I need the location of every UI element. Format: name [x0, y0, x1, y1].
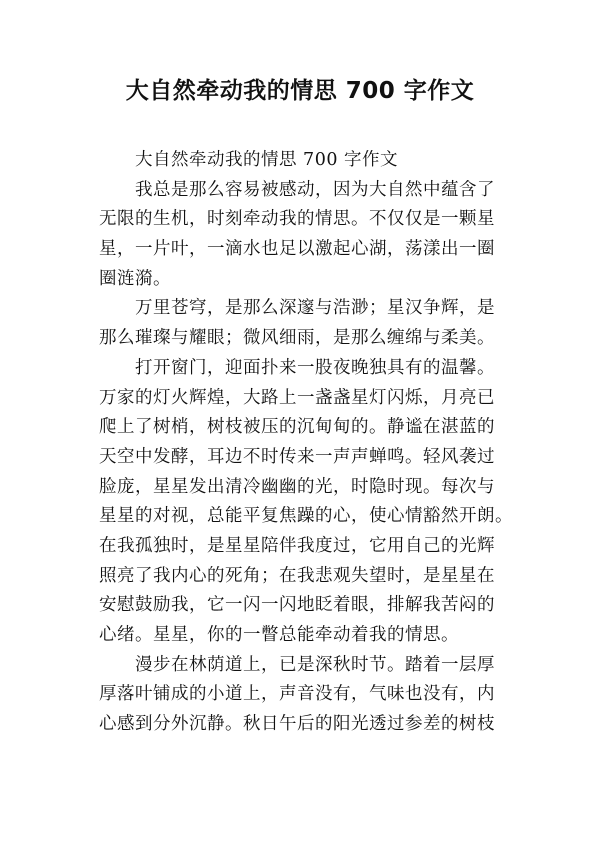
body-line: 安慰鼓励我，它一闪一闪地眨着眼，排解我苦闷的 — [99, 595, 495, 616]
body-line: 漫步在林荫道上，已是深秋时节。踏着一层厚 — [135, 654, 495, 675]
body-line: 我总是那么容易被感动，因为大自然中蕴含了 — [135, 179, 495, 200]
body-line: 万家的灯火辉煌，大路上一盏盏星灯闪烁，月亮已 — [99, 387, 495, 408]
body-line: 爬上了树梢，树枝被压的沉甸甸的。静谧在湛蓝的 — [99, 417, 495, 438]
body-line: 心绪。星星，你的一瞥总能牵动着我的情思。 — [99, 625, 459, 645]
body-line-subtitle: 大自然牵动我的情思 700 字作文 — [135, 150, 399, 170]
body-line: 无限的生机，时刻牵动我的情思。不仅仅是一颗星 — [99, 209, 495, 230]
body-line: 星星的对视，总能平复焦躁的心，使心情豁然开朗。 — [99, 506, 513, 527]
body-line: 照亮了我内心的死角；在我悲观失望时，是星星在 — [99, 565, 495, 586]
body-line: 万里苍穹，是那么深邃与浩渺；星汉争辉，是 — [135, 298, 495, 319]
document-body — [99, 146, 519, 740]
body-line: 脸庞，星星发出清冷幽幽的光，时隐时现。每次与 — [99, 476, 495, 497]
body-line: 厚落叶铺成的小道上，声音没有，气味也没有，内 — [99, 684, 495, 705]
body-line: 圈涟漪。 — [99, 268, 171, 289]
body-line: 那么璀璨与耀眼；微风细雨，是那么缠绵与柔美。 — [99, 328, 495, 349]
body-line: 星，一片叶，一滴水也足以激起心湖，荡漾出一圈 — [99, 239, 495, 260]
body-line: 在我孤独时，是星星陪伴我度过，它用自己的光辉 — [99, 535, 495, 556]
document-title: 大自然牵动我的情思 700 字作文 — [125, 78, 475, 104]
body-line: 心感到分外沉静。秋日午后的阳光透过参差的树枝 — [99, 714, 495, 735]
body-line: 打开窗门，迎面扑来一股夜晚独具有的温馨。 — [135, 357, 495, 378]
body-line: 天空中发酵，耳边不时传来一声声蝉鸣。轻风袭过 — [99, 446, 495, 467]
